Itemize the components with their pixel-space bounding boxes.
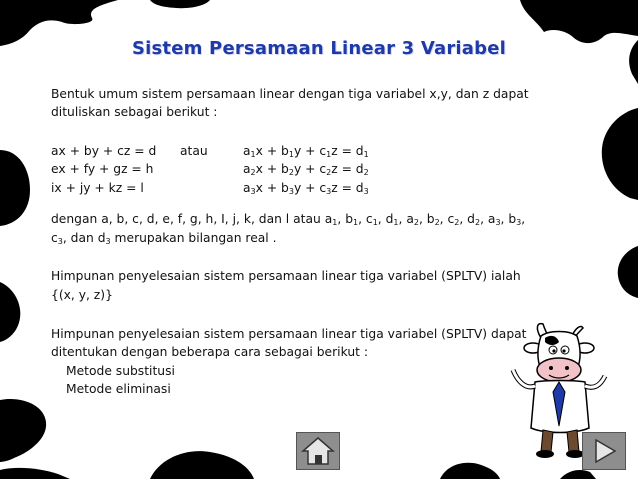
intro-line-2: dituliskan sebagai berikut : <box>51 105 218 119</box>
next-button[interactable] <box>582 432 626 470</box>
method-item-1: Metode substitusi <box>66 364 175 378</box>
method-item-2: Metode eliminasi <box>66 382 171 396</box>
spltv-definition-line-2: {(x, y, z)} <box>51 288 113 302</box>
equation-3: ix + jy + kz = l <box>51 181 144 195</box>
spltv-definition-line-1: Himpunan penyelesaian sistem persamaan linear tiga variabel (SPLTV) ialah <box>51 269 521 283</box>
equation-1: ax + by + cz = d <box>51 144 157 158</box>
coefficients-line-1: dengan a, b, c, d, e, f, g, h, I, j, k, dan l atau $a_1$, $b_1$, $c_1$, $d_1$, $a_2$, $b_2$, $c_2$, $d_2$, $a_3$, $b_3$, <box>51 212 526 227</box>
home-button[interactable] <box>296 432 340 470</box>
intro-line-1: Bentuk umum sistem persamaan linear dengan tiga variabel x,y, dan z dapat <box>51 87 529 101</box>
equation-indexed-2: $a_2x + b_2y + c_2z = d_2$ <box>243 162 369 177</box>
coefficients-line-2: $c_3$, dan $d_3$ merupakan bilangan real . <box>51 231 277 246</box>
atau-label: atau <box>180 144 208 158</box>
equation-2: ex + fy + gz = h <box>51 162 154 176</box>
equation-indexed-3: $a_3x + b_3y + c_3z = d_3$ <box>243 181 369 196</box>
home-icon <box>297 433 339 469</box>
equation-indexed-1: $a_1x + b_1y + c_1z = d_1$ <box>243 144 369 159</box>
next-arrow-icon <box>583 433 625 469</box>
slide-title: Sistem Persamaan Linear 3 Variabel <box>131 38 507 59</box>
methods-intro-line-1: Himpunan penyelesaian sistem persamaan linear tiga variabel (SPLTV) dapat <box>51 327 527 341</box>
methods-intro-line-2: ditentukan dengan beberapa cara sebagai berikut : <box>51 345 368 359</box>
